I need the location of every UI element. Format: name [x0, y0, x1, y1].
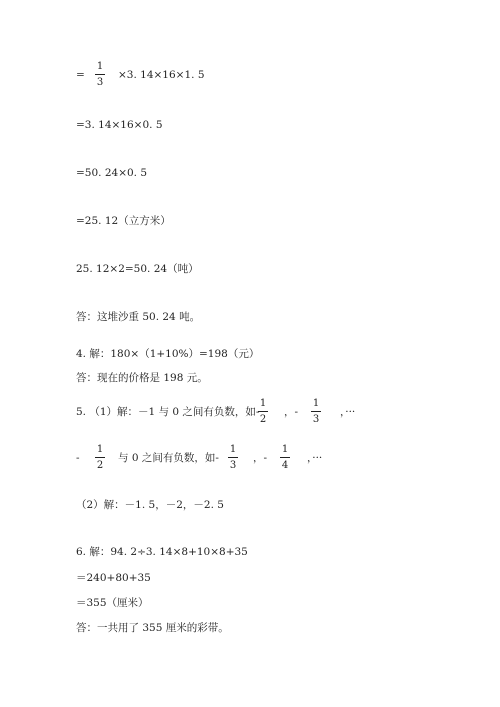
fraction-denominator: 2 — [96, 460, 104, 471]
fraction-bar — [280, 457, 290, 458]
fraction-one-third — [310, 398, 322, 425]
fraction-one-third — [94, 61, 106, 88]
fraction-numerator: 1 — [96, 444, 104, 455]
fraction-numerator: 1 — [259, 398, 267, 409]
solution-text: 与 0 之间有负数，如- — [118, 452, 219, 464]
solution-line: 6. 解：94. 2÷3. 14×8+10×8+35 — [76, 546, 248, 558]
fraction-numerator: 1 — [229, 444, 237, 455]
fraction-numerator: 1 — [96, 61, 104, 72]
solution-line: （2）解：－1. 5，－2，－2. 5 — [76, 499, 224, 511]
solution-line: 5. （1）解：－1 与 0 之间有负数，如- — [76, 406, 260, 418]
step-line: ＝240+80+35 — [76, 572, 151, 584]
step-line: =50. 24×0. 5 — [76, 167, 148, 179]
minus-sign: - — [76, 452, 80, 464]
fraction-denominator: 3 — [96, 77, 104, 88]
answer-line: 答：一共用了 355 厘米的彩带。 — [76, 622, 229, 634]
fraction-numerator: 1 — [312, 398, 320, 409]
separator-text: ，- — [284, 406, 299, 418]
separator-text: ，- — [253, 452, 268, 464]
fraction-denominator: 3 — [229, 460, 237, 471]
ellipsis-text: ，··· — [307, 452, 323, 464]
fraction-one-quarter — [279, 444, 291, 471]
solution-line: 4. 解：180×（1+10%）=198（元） — [76, 348, 260, 360]
fraction-one-half — [94, 444, 106, 471]
fraction-bar — [311, 411, 321, 412]
fraction-one-third — [227, 444, 239, 471]
step-line: =25. 12（立方米） — [76, 215, 171, 227]
fraction-bar — [228, 457, 238, 458]
fraction-denominator: 4 — [281, 460, 289, 471]
answer-line: 答：这堆沙重 50. 24 吨。 — [76, 311, 201, 323]
step-line: =3. 14×16×0. 5 — [76, 119, 163, 131]
fraction-denominator: 3 — [312, 414, 320, 425]
fraction-bar — [95, 74, 105, 75]
ellipsis-text: ，··· — [340, 406, 356, 418]
fraction-bar — [258, 411, 268, 412]
step-line: 25. 12×2=50. 24（吨） — [76, 263, 199, 275]
answer-line: 答：现在的价格是 198 元。 — [76, 372, 208, 384]
step-line: ＝355（厘米） — [76, 597, 149, 609]
equals-sign: = — [76, 69, 85, 81]
expression-text: ×3. 14×16×1. 5 — [118, 69, 205, 81]
fraction-one-half — [257, 398, 269, 425]
fraction-denominator: 2 — [259, 414, 267, 425]
fraction-numerator: 1 — [281, 444, 289, 455]
fraction-bar — [95, 457, 105, 458]
